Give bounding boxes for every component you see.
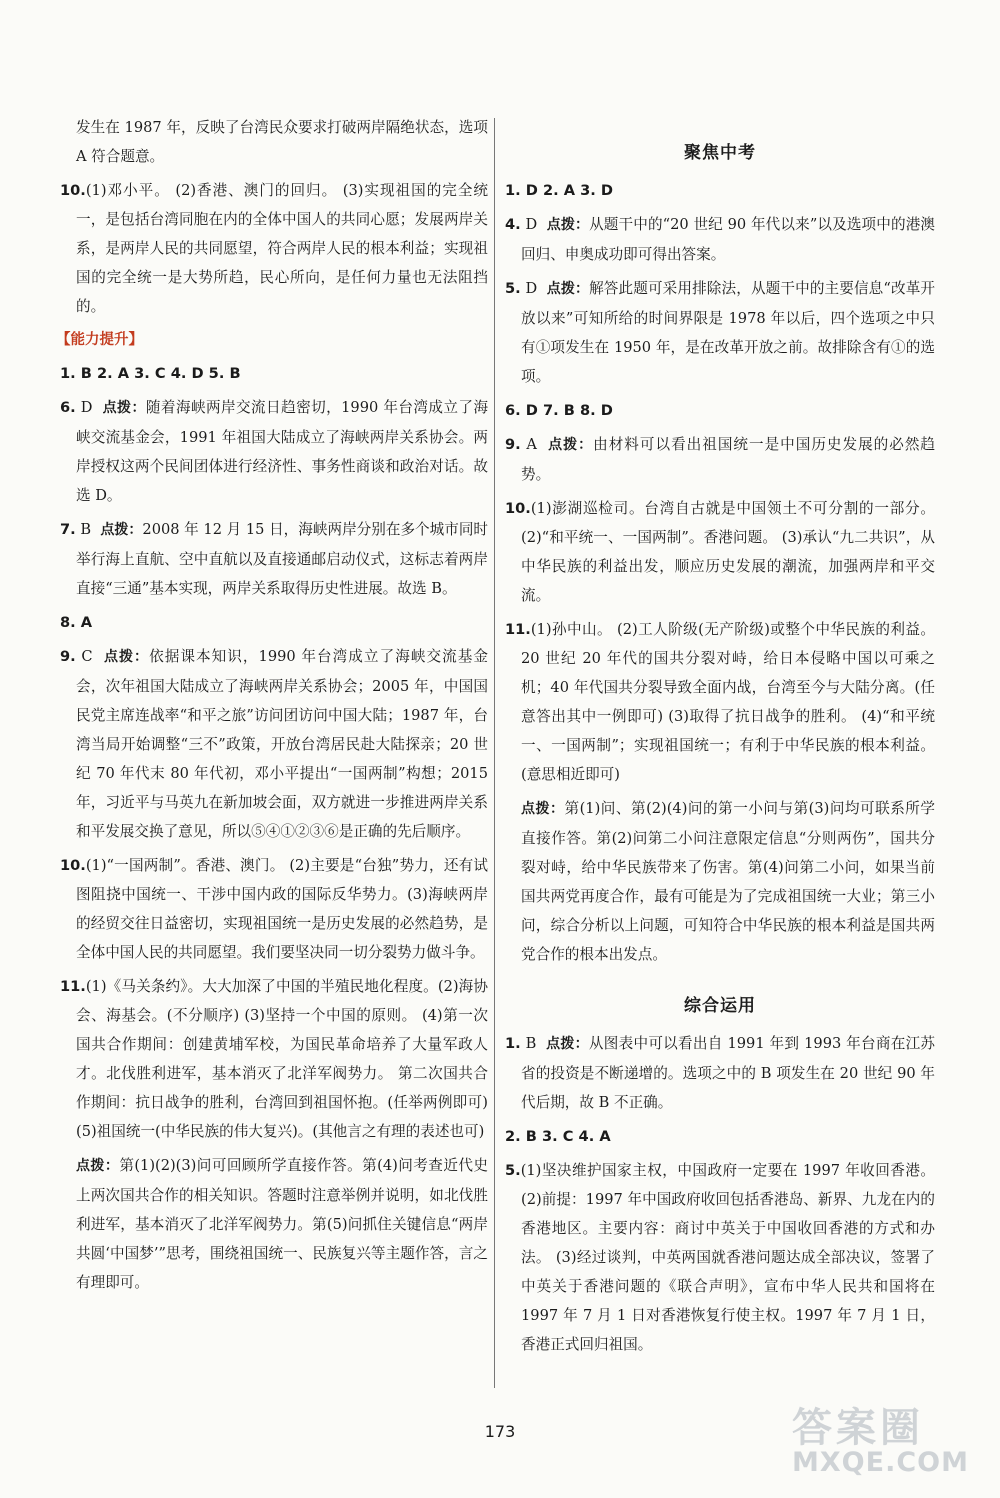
- answer-text: 解答此题可采用排除法，从题干中的主要信息“改革开放以来”可知所给的时间界限是 1978 年以后，四个选项之中只有①项发生在 1950 年，是在改革开放之前。故排除含有①的选项。: [521, 280, 936, 385]
- tip-label: 点拨：: [546, 217, 590, 233]
- left-column: [56, 113, 489, 1302]
- answer-5: [505, 274, 935, 391]
- tip-label: 点拨：: [548, 437, 594, 453]
- answer-choice: A: [526, 436, 537, 453]
- answer-text: (1)《马关条约》。大大加深了中国的半殖民地化程度。(2)海协会、海基会。(不分顺序) (3)坚持一个中国的原则。 (4)第一次国共合作期间：创建黄埔军校，为国民革命培养了大量军政人才。北伐胜利进军，基本消灭了北洋军阀势力。 第二次国共合作期间：抗日战争的胜利，台湾回到祖国怀抱。(任举两例即可) (5)祖国统一(中华民族的伟大复兴)。(其他言之有理的表述也可): [76, 978, 488, 1140]
- watermark-bottom: MXQE.COM: [792, 1447, 969, 1478]
- answer-6: [60, 393, 488, 510]
- answer-choice: D: [525, 280, 538, 297]
- answer-list: 8. A: [60, 614, 93, 631]
- answer-row: [505, 1122, 935, 1151]
- answer-text: 依据课本知识，1990 年台湾成立了海峡交流基金会，次年祖国大陆成立了海峡两岸关系协会；2005 年，中国国民党主席连战率“和平之旅”访问团访问中国大陆；1987 年，台湾当局开始调整“三不”政策，开放台湾居民赴大陆探亲；20 世纪 70 年代末 80 年代初，邓小平提出“一国两制”构想；2015 年，习近平与马英九在新加坡会面，双方就进一步推进两岸关系和平发展交换了意见，所以⑤④①②③⑥是正确的先后顺序。: [76, 648, 489, 840]
- right-column: [505, 113, 935, 1364]
- answer-choice: D: [80, 399, 93, 416]
- tip-label: 点拨：: [546, 281, 590, 297]
- item-number: 5.: [505, 1162, 521, 1179]
- answer-list: 1. B 2. A 3. C 4. D 5. B: [60, 365, 241, 382]
- answer-9: [60, 642, 488, 846]
- item-number: 11.: [60, 978, 86, 995]
- answer-4: [505, 210, 935, 269]
- tip-label: 点拨：: [102, 400, 146, 416]
- answer-11r-tip: [505, 794, 935, 969]
- answer-row: [505, 396, 935, 425]
- answer-choice: C: [81, 648, 93, 665]
- answer-1r: [505, 1029, 935, 1117]
- tip-text: 第(1)问、第(2)(4)问的第一小问与第(3)问均可联系所学直接作答。第(2)问第二小问注意限定信息“分则两伤”，国共分裂对峙，给中华民族带来了伤害。第(4)问第二小问，如果当前国共两党再度合作，最有可能是为了完成祖国统一大业；第三小问，综合分析以上问题，可知符合中华民族的根本利益是国共两党合作的根本出发点。: [521, 800, 936, 963]
- section-subheading: 【能力提升】: [56, 332, 143, 348]
- tip-label: 点拨：: [521, 801, 565, 817]
- answer-text: 从题干中的“20 世纪 90 年代以来”以及选项中的港澳回归、申奥成功即可得出答案。: [521, 216, 936, 263]
- item-number: 7.: [60, 521, 76, 538]
- answer-text: 随着海峡两岸交流日趋密切，1990 年台湾成立了海峡交流基金会，1991 年祖国大陆成立了海峡两岸关系协会。两岸授权这两个民间团体进行经济性、事务性商谈和政治对话。故选 D。: [76, 399, 489, 504]
- watermark-top: 答案圈: [792, 1405, 924, 1451]
- answer-10: [60, 176, 488, 321]
- answer-text: (1)坚决维护国家主权，中国政府一定要在 1997 年收回香港。 (2)前提：1997 年中国政府收回包括香港岛、新界、九龙在内的香港地区。主要内容：商讨中英关于中国收回香港的方式和办法。 (3)经过谈判，中英两国就香港问题达成全部决议，签署了中英关于香港问题的《联合声明》，宣布中华人民共和国将在 1997 年 7 月 1 日对香港恢复行使主权。1997 年 7 月 1 日，香港正式回归祖国。: [520, 1162, 935, 1353]
- section-heading: 聚焦中考: [684, 143, 756, 163]
- answer-11r: [505, 615, 935, 789]
- answer-8: [60, 608, 488, 637]
- item-number: 5.: [505, 280, 521, 297]
- answer-text: 由材料可以看出祖国统一是中国历史发展的必然趋势。: [521, 436, 936, 483]
- answer-5r: [505, 1156, 935, 1359]
- answer-10r: [505, 494, 935, 610]
- answer-text: 从图表中可以看出自 1991 年到 1993 年台商在江苏省的投资是不断递增的。选项之中的 B 项发生在 20 世纪 90 年代后期，故 B 不正确。: [521, 1035, 936, 1111]
- item-number: 9.: [505, 436, 521, 453]
- answer-choice: B: [525, 1035, 537, 1052]
- answer-text: (1)“一国两制”。香港、澳门。 (2)主要是“台独”势力，还有试图阻挠中国统一、干涉中国内政的国际反华势力。(3)海峡两岸的经贸交往日益密切，实现祖国统一是历史发展的必然趋势，是全体中国人民的共同愿望。我们要坚决同一切分裂势力做斗争。: [76, 857, 488, 961]
- page-number: 173: [484, 1422, 516, 1441]
- answer-choice: D: [525, 216, 538, 233]
- answer-10b: [60, 851, 488, 967]
- answer-text: (1)澎湖巡检司。台湾自古就是中国领土不可分割的一部分。 (2)“和平统一、一国两制”。香港问题。 (3)承认“九二共识”，从中华民族的利益出发，顺应历史发展的潮流，加强两岸和平交流。: [521, 500, 935, 604]
- answer-list: 1. D 2. A 3. D: [505, 182, 614, 199]
- answer-text: (1)邓小平。 (2)香港、澳门的回归。 (3)实现祖国的完全统一，是包括台湾同胞在内的全体中国人的共同心愿；发展两岸关系，是两岸人民的共同愿望，符合两岸人民的根本利益；实现祖国的完全统一是大势所趋，民心所向，是任何力量也无法阻挡的。: [76, 182, 488, 315]
- item-number: 11.: [505, 621, 531, 638]
- item-number: 10.: [505, 500, 531, 517]
- answer-11-tip: [60, 1151, 488, 1297]
- item-number: 6.: [60, 399, 76, 416]
- answer-text: (1)孙中山。 (2)工人阶级(无产阶级)或整个中华民族的利益。20 世纪 20 年代的国共分裂对峙，给日本侵略中国以可乘之机；40 年代国共分裂导致全面内战，台湾至今与大陆分离。(任意答出其中一例即可) (3)取得了抗日战争的胜利。 (4)“和平统一、一国两制”；实现祖国统一；有利于中华民族的根本利益。(意思相近即可): [521, 621, 935, 783]
- answer-row: [505, 176, 935, 205]
- item-number: 10.: [60, 182, 86, 199]
- item-number: 10.: [60, 857, 86, 874]
- answer-row: [60, 359, 488, 388]
- answer-list: 2. B 3. C 4. A: [505, 1128, 611, 1145]
- item-number: 4.: [505, 216, 521, 233]
- section-heading: 综合运用: [684, 996, 756, 1016]
- answer-9r: [505, 430, 935, 489]
- tip-label: 点拨：: [103, 649, 150, 665]
- watermark-logo: [792, 1396, 982, 1476]
- answer-choice: B: [80, 521, 92, 538]
- paragraph: 发生在 1987 年，反映了台湾民众要求打破两岸隔绝状态，选项 A 符合题意。: [76, 119, 488, 165]
- column-divider: [494, 118, 495, 1388]
- answer-11: [60, 972, 488, 1146]
- tip-label: 点拨：: [100, 522, 143, 538]
- tip-label: 点拨：: [76, 1158, 120, 1174]
- answer-list: 6. D 7. B 8. D: [505, 402, 613, 419]
- item-number: 9.: [60, 648, 76, 665]
- tip-text: 第(1)(2)(3)问可回顾所学直接作答。第(4)问考查近代史上两次国共合作的相关知识。答题时注意举例并说明，如北伐胜利进军，基本消灭了北洋军阀势力。第(5)问抓住关键信息“两岸共圆‘中国梦’”思考，围绕祖国统一、民族复兴等主题作答，言之有理即可。: [76, 1157, 488, 1291]
- tip-label: 点拨：: [546, 1036, 589, 1052]
- answer-7: [60, 515, 488, 603]
- item-number: 1.: [505, 1035, 521, 1052]
- answer-text: 2008 年 12 月 15 日，海峡两岸分别在多个城市同时举行海上直航、空中直航以及直接通邮启动仪式，这标志着两岸直接“三通”基本实现，两岸关系取得历史性进展。故选 B。: [76, 521, 489, 597]
